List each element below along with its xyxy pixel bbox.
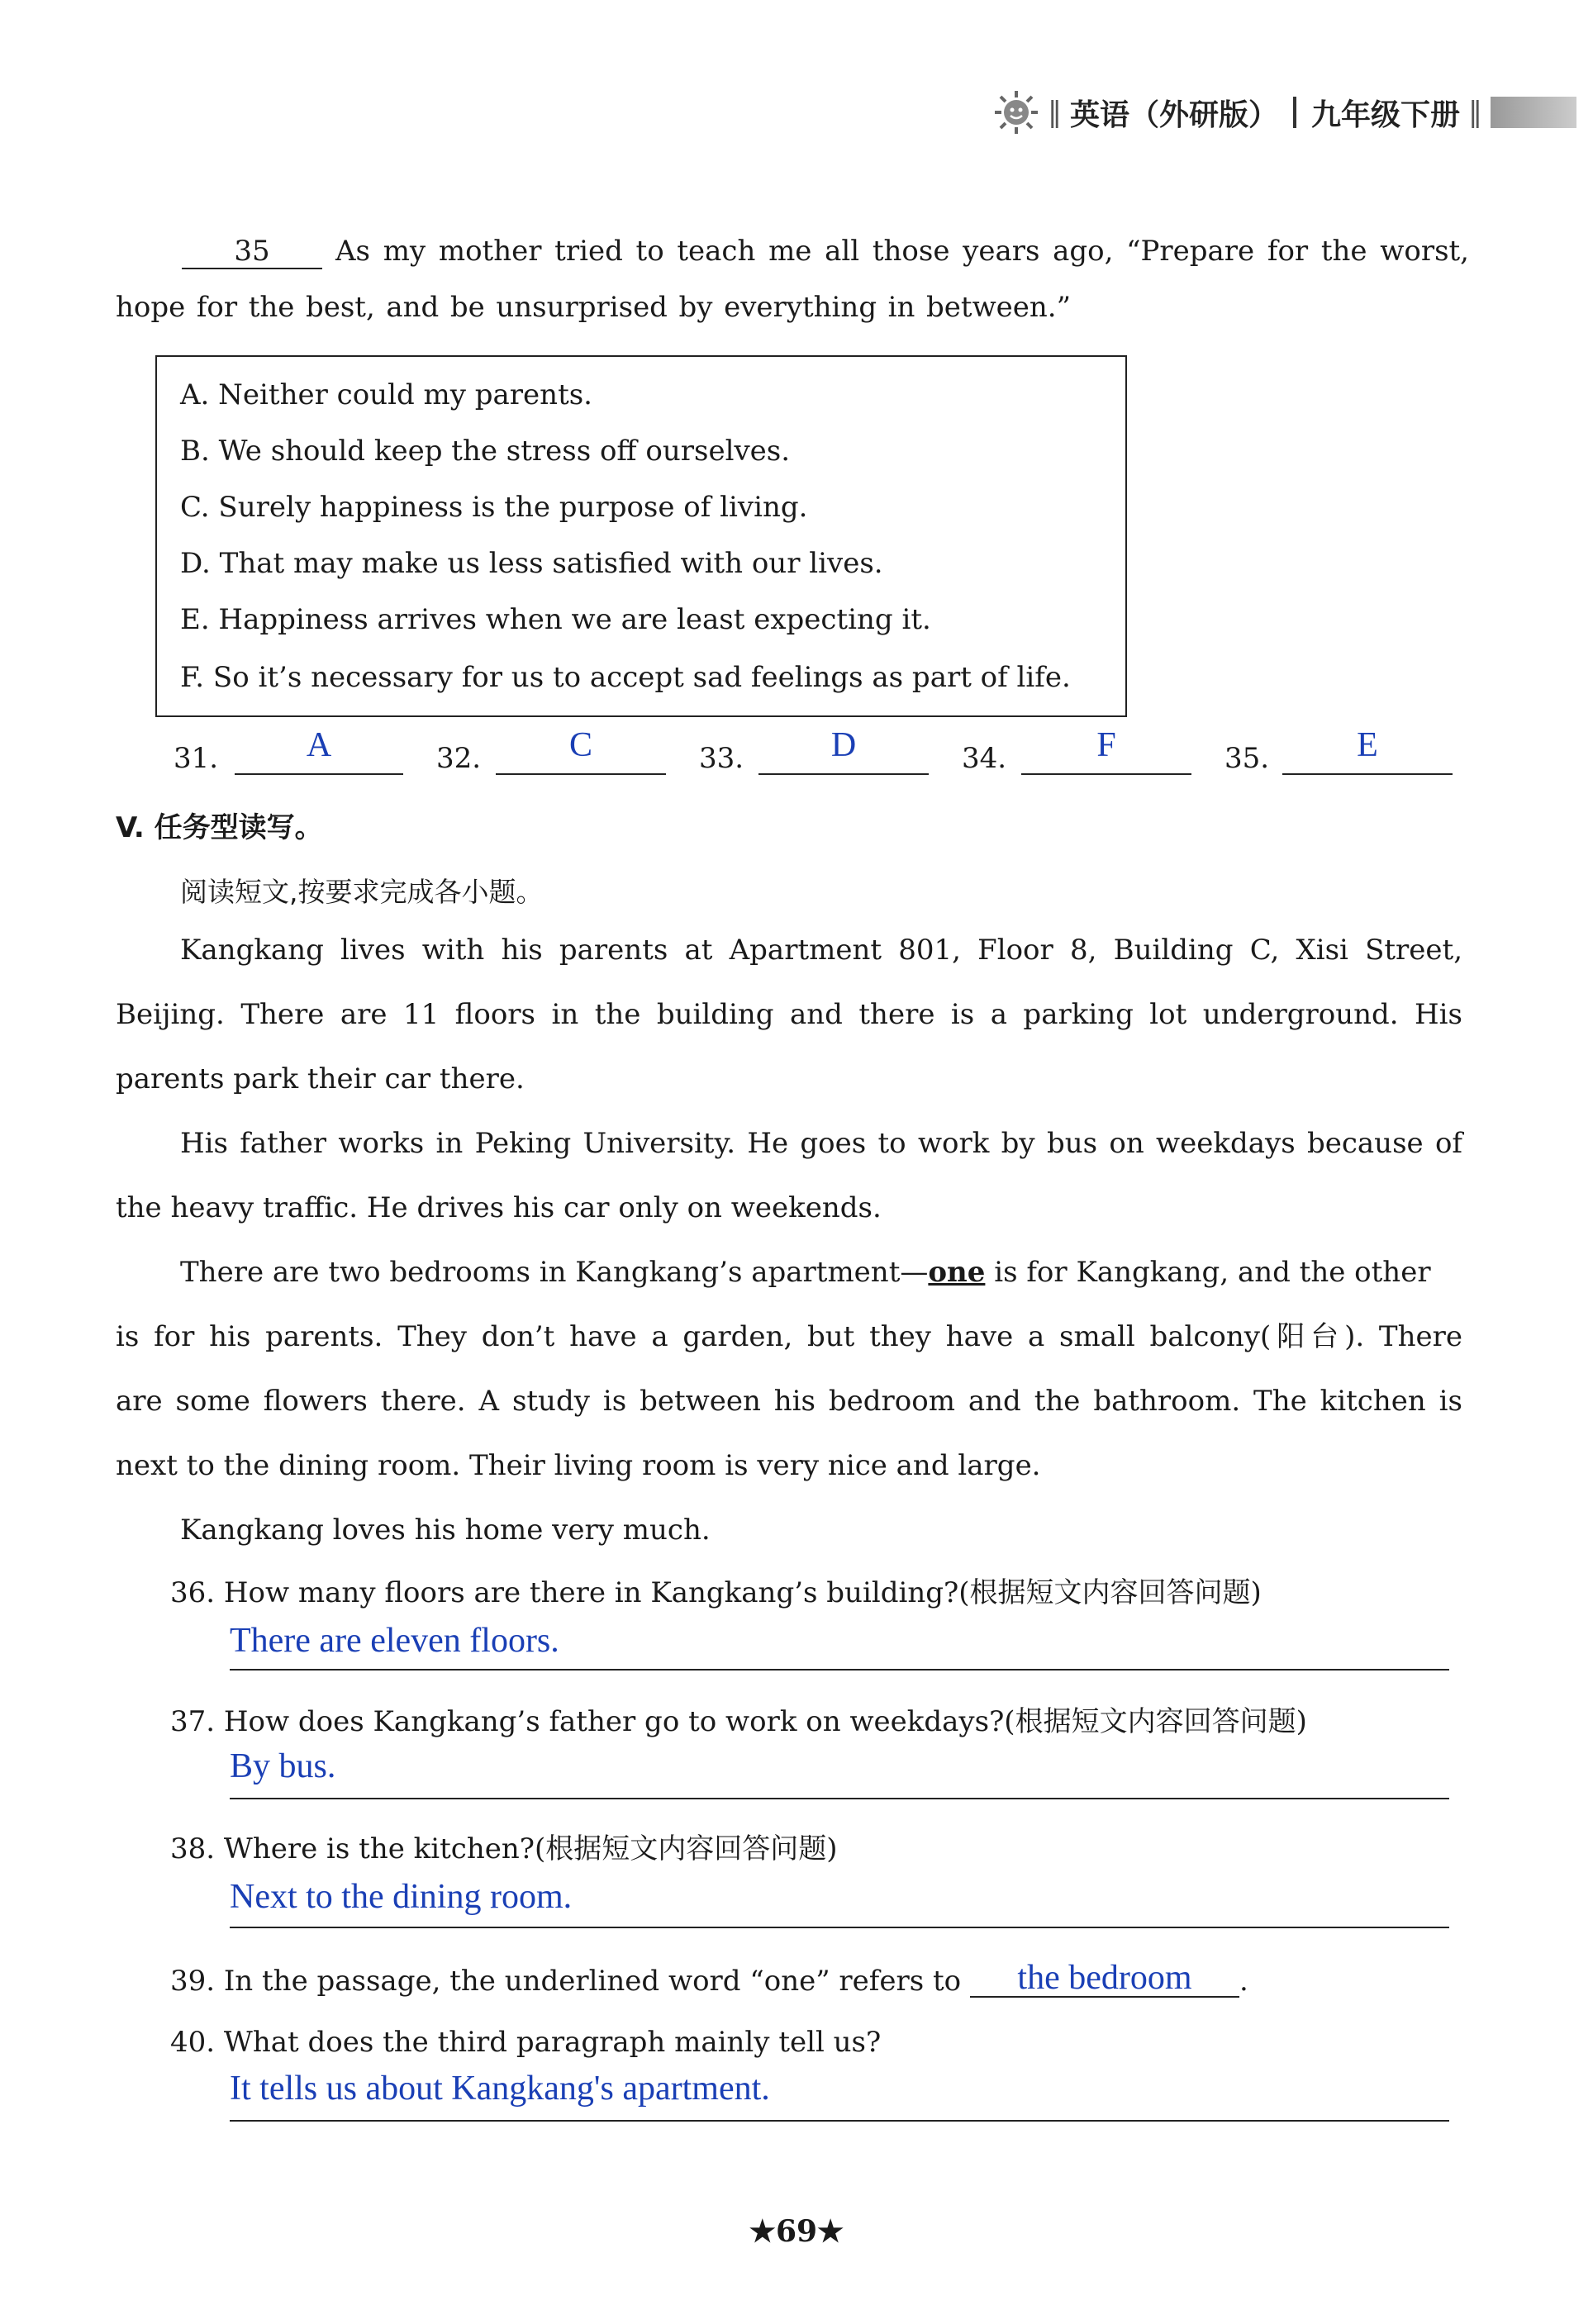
blank-34-answer: F	[1096, 726, 1116, 764]
blank-35-line	[1282, 773, 1453, 775]
passage-p2-line2: the heavy traffic. He drives his car only on weekends.	[116, 1191, 882, 1224]
question-38: 38. Where is the kitchen?(根据短文内容回答问题)	[170, 1832, 838, 1865]
header-grade: 九年级下册	[1310, 97, 1460, 132]
star-icon: ★	[817, 2214, 844, 2249]
question-36: 36. How many floors are there in Kangkang’s building?(根据短文内容回答问题)	[170, 1576, 1262, 1609]
answer-line-37	[230, 1798, 1449, 1799]
answer-39: the bedroom	[1017, 1959, 1192, 1997]
page-header	[993, 89, 1576, 135]
answer-38: Next to the dining room.	[230, 1878, 573, 1916]
answer-line-36	[230, 1669, 1449, 1671]
section-instruction: 阅读短文,按要求完成各小题。	[180, 876, 544, 908]
header-subject: 英语（外研版）	[1069, 97, 1278, 132]
question-37: 37. How does Kangkang’s father go to work on weekdays?(根据短文内容回答问题)	[170, 1705, 1307, 1738]
question-39-period: .	[1239, 1965, 1248, 1998]
passage-p4: Kangkang loves his home very much.	[180, 1514, 711, 1547]
blank-32-answer: C	[568, 726, 592, 764]
blank-32-line	[496, 773, 666, 775]
passage-p3-line1-start: There are two bedrooms in Kangkang’s apartment—	[180, 1256, 929, 1289]
blank-34-num: 34.	[962, 742, 1007, 775]
blank-31-num: 31.	[174, 742, 219, 775]
answer-line-40	[230, 2120, 1449, 2122]
answer-40: It tells us about Kangkang's apartment.	[230, 2070, 770, 2108]
option-a: A. Neither could my parents.	[180, 378, 592, 411]
passage-p1-line3: parents park their car there.	[116, 1062, 525, 1095]
header-separator	[1293, 97, 1296, 128]
page-footer	[0, 2214, 1593, 2249]
header-bar	[1491, 97, 1576, 128]
question-40: 40. What does the third paragraph mainly tell us?	[170, 2026, 882, 2059]
intro-line-1-text: As my mother tried to teach me all those years ago, “Prepare for the worst,	[335, 235, 1469, 268]
answer-36: There are eleven floors.	[230, 1622, 559, 1660]
answer-37: By bus.	[230, 1747, 336, 1785]
option-f: F. So it’s necessary for us to accept sad feelings as part of life.	[180, 661, 1071, 694]
blank-33-line	[758, 773, 929, 775]
passage-p1-line1: Kangkang lives with his parents at Apartment 801, Floor 8, Building C, Xisi Street,	[180, 934, 1462, 967]
blank-31-line	[235, 773, 403, 775]
section-title: V. 任务型读写。	[116, 811, 323, 844]
blank-33-answer: D	[830, 726, 857, 764]
blank-33-num: 33.	[699, 742, 744, 775]
star-icon: ★	[749, 2214, 776, 2249]
option-e: E. Happiness arrives when we are least expecting it.	[180, 603, 931, 636]
page-number: 69	[775, 2214, 818, 2249]
intro-line-1	[182, 235, 322, 269]
sun-mascot-icon	[993, 89, 1039, 135]
blank-34-line	[1021, 773, 1191, 775]
passage-p3-line1	[180, 1256, 1462, 1289]
header-divider-icon: ‖	[1047, 96, 1062, 129]
options-box	[155, 355, 1127, 717]
item-number: 35	[182, 235, 322, 269]
passage-p3-line2: is for his parents. They don’t have a garden, but they have a small balcony(阳台). There	[116, 1320, 1462, 1353]
passage-p3-line4: next to the dining room. Their living room is very nice and large.	[116, 1449, 1041, 1482]
option-c: C. Surely happiness is the purpose of living.	[180, 491, 808, 524]
blank-35-answer: E	[1357, 726, 1378, 764]
question-39	[170, 1961, 1248, 1998]
passage-p1-line2: Beijing. There are 11 floors in the building and there is a parking lot underground. His	[116, 998, 1462, 1031]
blank-31-answer: A	[306, 726, 332, 764]
intro-line-2: hope for the best, and be unsurprised by everything in between.”	[116, 291, 1071, 324]
answer-line-38	[230, 1927, 1449, 1928]
blank-35-num: 35.	[1224, 742, 1270, 775]
blank-32-num: 32.	[436, 742, 482, 775]
underlined-word-one: one	[928, 1256, 986, 1289]
option-d: D. That may make us less satisfied with our lives.	[180, 547, 883, 580]
blank-39	[970, 1961, 1239, 1998]
question-39-text: 39. In the passage, the underlined word “one” refers to	[170, 1965, 962, 1998]
passage-p3-line1-end: is for Kangkang, and the other	[985, 1256, 1431, 1289]
passage-p2-line1: His father works in Peking University. He goes to work by bus on weekdays because of	[180, 1127, 1462, 1160]
passage-p3-line3: are some flowers there. A study is between his bedroom and the bathroom. The kitchen is	[116, 1385, 1462, 1418]
option-b: B. We should keep the stress off ourselves.	[180, 435, 791, 468]
header-divider-icon: ‖	[1468, 96, 1482, 129]
